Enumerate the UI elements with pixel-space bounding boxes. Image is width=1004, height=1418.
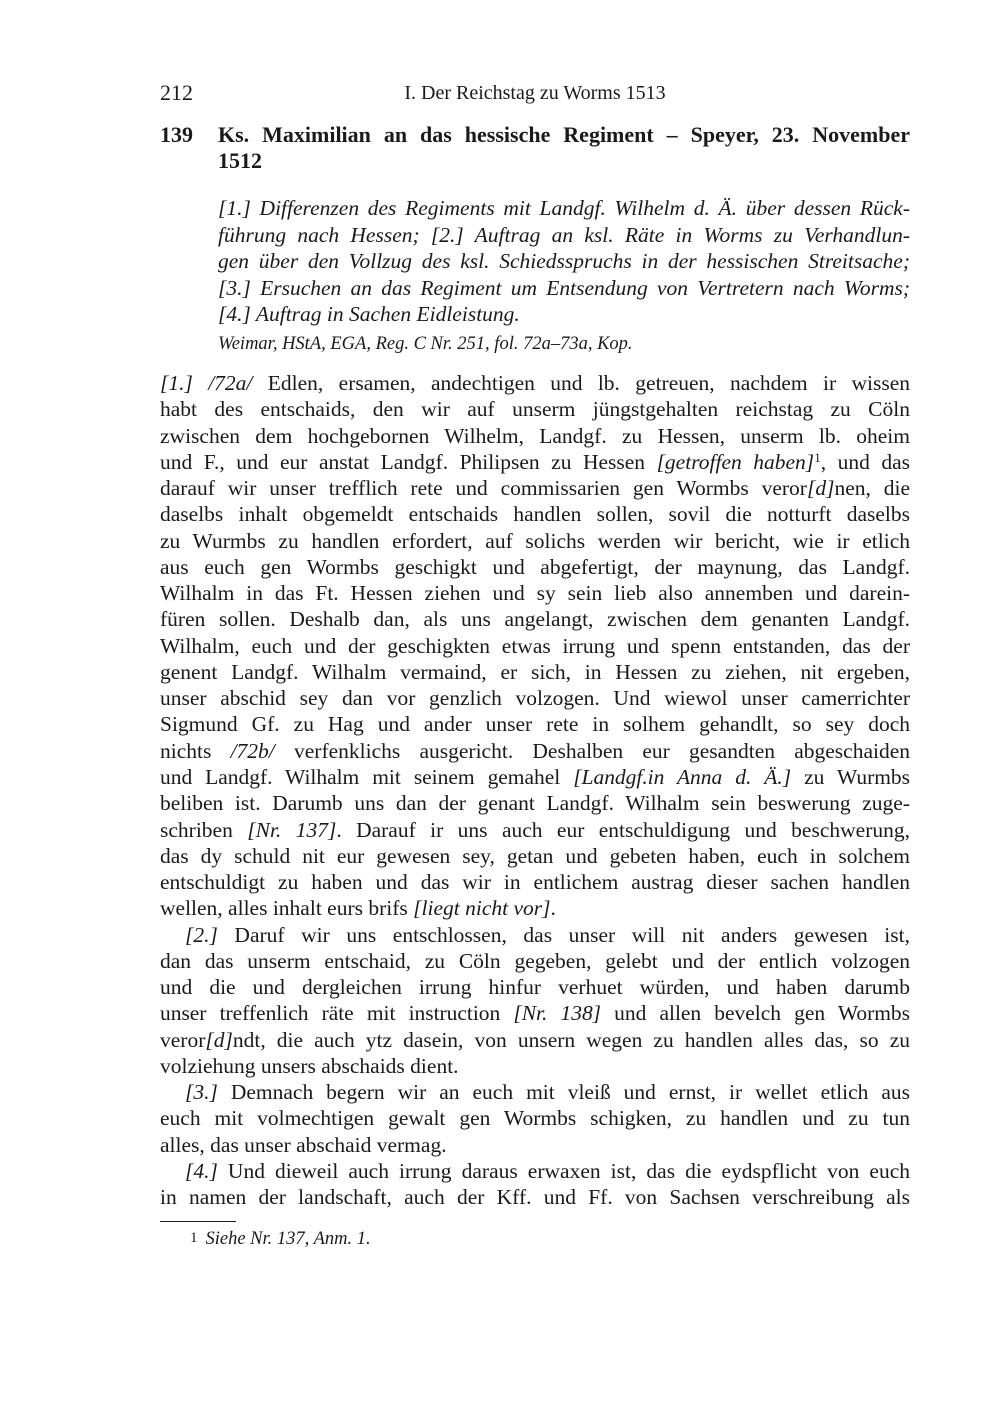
footnote-ref: 1 — [814, 449, 821, 465]
editorial-text: [1.] /72a/ — [160, 371, 253, 395]
body-line — [160, 869, 910, 895]
summary-line: führung nach Hessen; [2.] Auftrag an ksl. Räte in Worms zu Verhandlun- — [218, 222, 910, 247]
body-line — [160, 423, 910, 449]
editorial-text: [3.] — [185, 1080, 218, 1105]
text-run: habt des entschaids, den wir auf unserm jüngstgehalten reichstag zu Cöln — [160, 397, 910, 422]
text-run: Daruf wir uns entschlossen, das unser will nit anders gewesen ist, — [217, 922, 910, 947]
body-line — [160, 764, 910, 790]
body-line — [160, 1027, 910, 1053]
body-line — [160, 475, 910, 501]
text-run: und die und dergleichen irrung hinfur verhuet würden, und haben darumb — [160, 975, 910, 1000]
source-citation: Weimar, HStA, EGA, Reg. C Nr. 251, fol. 72a–73a, Kop. — [218, 334, 633, 354]
page-number: 212 — [160, 80, 193, 105]
text-run: Und dieweil auch irrung daraus erwaxen ist, das die eydspflicht von euch — [217, 1158, 910, 1183]
body-line — [160, 580, 910, 606]
text-run: unser treffenlich räte mit instruction — [160, 1001, 514, 1026]
running-head: I. Der Reichstag zu Worms 1513 — [404, 82, 666, 104]
summary-line: gen über den Vollzug des ksl. Schiedsspruchs in der hessischen Streitsache; — [218, 249, 910, 273]
paragraph — [160, 922, 910, 1080]
editorial-text: [d] — [205, 1027, 233, 1052]
text-run: Wilhalm, euch und der geschigkten etwas irrung und spenn entstanden, das der — [160, 633, 910, 658]
body-line — [160, 685, 910, 711]
body-line — [160, 449, 910, 475]
document-body — [160, 370, 910, 1211]
document-number: 139 — [160, 122, 193, 147]
body-line — [160, 948, 910, 974]
body-line — [160, 370, 910, 396]
editorial-text: [Landgf.in Anna d. Ä.] — [573, 764, 792, 789]
text-run: aus euch gen Wormbs geschigkt und abgefertigt, der maynung, das Landgf. — [160, 554, 910, 579]
text-run: zu Wurmbs zu handlen erfordert, auf solichs werden wir bericht, wie ir etlich — [160, 528, 910, 553]
text-run: Sigmund Gf. zu Hag und ander unser rete in solhem gehandlt, so sey doch — [160, 712, 910, 737]
body-line — [160, 843, 910, 869]
text-run: , und das — [820, 449, 910, 474]
body-line — [160, 606, 910, 632]
text-run: . Darauf ir uns auch eur entschuldigung und beschwerung, — [336, 817, 910, 842]
text-run: darauf wir unser trefflich rete und commissarien gen Wormbs veror — [160, 476, 807, 501]
summary-line: [1.] Differenzen des Regiments mit Landgf. Wilhelm d. Ä. über dessen Rück- — [218, 196, 910, 220]
editorial-text: [2.] — [185, 922, 218, 947]
footnote — [190, 1229, 371, 1250]
text-run: das dy schuld nit eur gewesen sey, getan und gebeten haben, euch in solchem — [160, 843, 910, 868]
body-line — [160, 396, 910, 422]
body-line — [160, 922, 910, 948]
text-run: zwischen dem hochgebornen Wilhelm, Landgf. zu Hessen, unserm lb. oheim — [160, 423, 910, 448]
summary-line: [3.] Ersuchen an das Regiment um Entsendung von Vertretern nach Worms; — [218, 275, 910, 300]
body-line — [160, 895, 910, 921]
footnote-divider — [160, 1221, 236, 1222]
text-run: entschuldigt zu haben und das wir in entlichem austrag dieser sachen handlen — [160, 870, 910, 895]
body-line — [160, 1079, 910, 1105]
editorial-text: [liegt nicht vor] — [413, 896, 551, 921]
footnote-number: 1 — [190, 1230, 198, 1246]
summary-line: [4.] Auftrag in Sachen Eidleistung. — [218, 302, 520, 326]
body-line — [160, 659, 910, 685]
text-run: unser abschid sey dan vor genzlich volzogen. Und wiewol unser camerrichter — [160, 686, 910, 711]
text-run: euch mit volmechtigen gewalt gen Wormbs schigken, zu handlen und zu tun — [160, 1106, 910, 1131]
paragraph — [160, 370, 910, 922]
text-run: . — [550, 896, 556, 921]
body-line — [160, 528, 910, 554]
text-run: verfenklichs ausgericht. Deshalben eur gesandten abgeschaiden — [274, 738, 910, 763]
text-run: beliben ist. Darumb uns dan der genant Landgf. Wilhalm sein beswerung zuge- — [160, 791, 910, 816]
body-line — [160, 1053, 910, 1079]
text-run: daselbs inhalt obgemeldt entschaids handlen sollen, sovil die notturft daselbs — [160, 502, 910, 527]
body-line — [160, 554, 910, 580]
body-line — [160, 1105, 910, 1131]
body-line — [160, 817, 910, 843]
editorial-text: [4.] — [185, 1158, 218, 1183]
paragraph — [160, 1158, 910, 1211]
text-run: ndt, die auch ytz dasein, von unsern wegen zu handlen alles das, so zu — [232, 1027, 910, 1052]
text-run: füren sollen. Deshalb dan, als uns angelangt, zwischen dem genanten Landgf. — [160, 607, 910, 632]
body-line — [160, 790, 910, 816]
text-run: volziehung unsers abschaids dient. — [160, 1053, 459, 1078]
title-line: 1512 — [218, 148, 262, 173]
text-run: dan das unserm entschaid, zu Cöln gegeben, gelebt und der entlich volzogen — [160, 948, 910, 973]
text-run: und F., und eur anstat Landgf. Philipsen zu Hessen — [160, 449, 657, 474]
editorial-text: [Nr. 137] — [247, 817, 337, 842]
body-line — [160, 711, 910, 737]
body-line — [160, 1158, 910, 1184]
text-run: in namen der landschaft, auch der Kff. und Ff. von Sachsen verschreibung als — [160, 1185, 910, 1210]
editorial-text: [getroffen haben] — [656, 449, 815, 474]
body-line — [160, 501, 910, 527]
title-line: Ks. Maximilian an das hessische Regiment – Speyer, 23. November — [218, 122, 910, 147]
text-run: alles, das unser abschaid vermag. — [160, 1132, 447, 1157]
body-line — [160, 1000, 910, 1026]
body-line — [160, 633, 910, 659]
text-run: Edlen, ersamen, andechtigen und lb. getreuen, nachdem ir wissen — [252, 371, 910, 395]
text-run: Demnach begern wir an euch mit vleiß und ernst, ir wellet etlich aus — [217, 1080, 910, 1105]
text-run: schriben — [160, 817, 248, 842]
text-run: nichts — [160, 738, 231, 763]
document-title — [218, 122, 910, 174]
text-run: zu Wurmbs — [791, 764, 910, 789]
text-run: und allen bevelch gen Wormbs — [601, 1001, 910, 1026]
editorial-text: [d] — [806, 476, 835, 501]
document-summary — [218, 195, 910, 328]
footnote-text: Siehe Nr. 137, Anm. 1. — [205, 1229, 371, 1249]
body-line — [160, 1184, 910, 1210]
body-line — [160, 1132, 910, 1158]
body-line — [160, 974, 910, 1000]
text-run: veror — [160, 1027, 206, 1052]
editorial-text: [Nr. 138] — [513, 1001, 602, 1026]
text-run: genent Landgf. Wilhalm vermaind, er sich, in Hessen zu ziehen, nit ergeben, — [160, 659, 910, 684]
text-run: und Landgf. Wilhalm mit seinem gemahel — [160, 764, 574, 789]
text-run: Wilhalm in das Ft. Hessen ziehen und sy sein lieb also annemben und darein- — [160, 581, 910, 606]
paragraph — [160, 1079, 910, 1158]
text-run: nen, die — [834, 476, 910, 501]
editorial-text: /72b/ — [230, 738, 275, 763]
text-run: wellen, alles inhalt eurs brifs — [160, 896, 414, 921]
body-line — [160, 738, 910, 764]
